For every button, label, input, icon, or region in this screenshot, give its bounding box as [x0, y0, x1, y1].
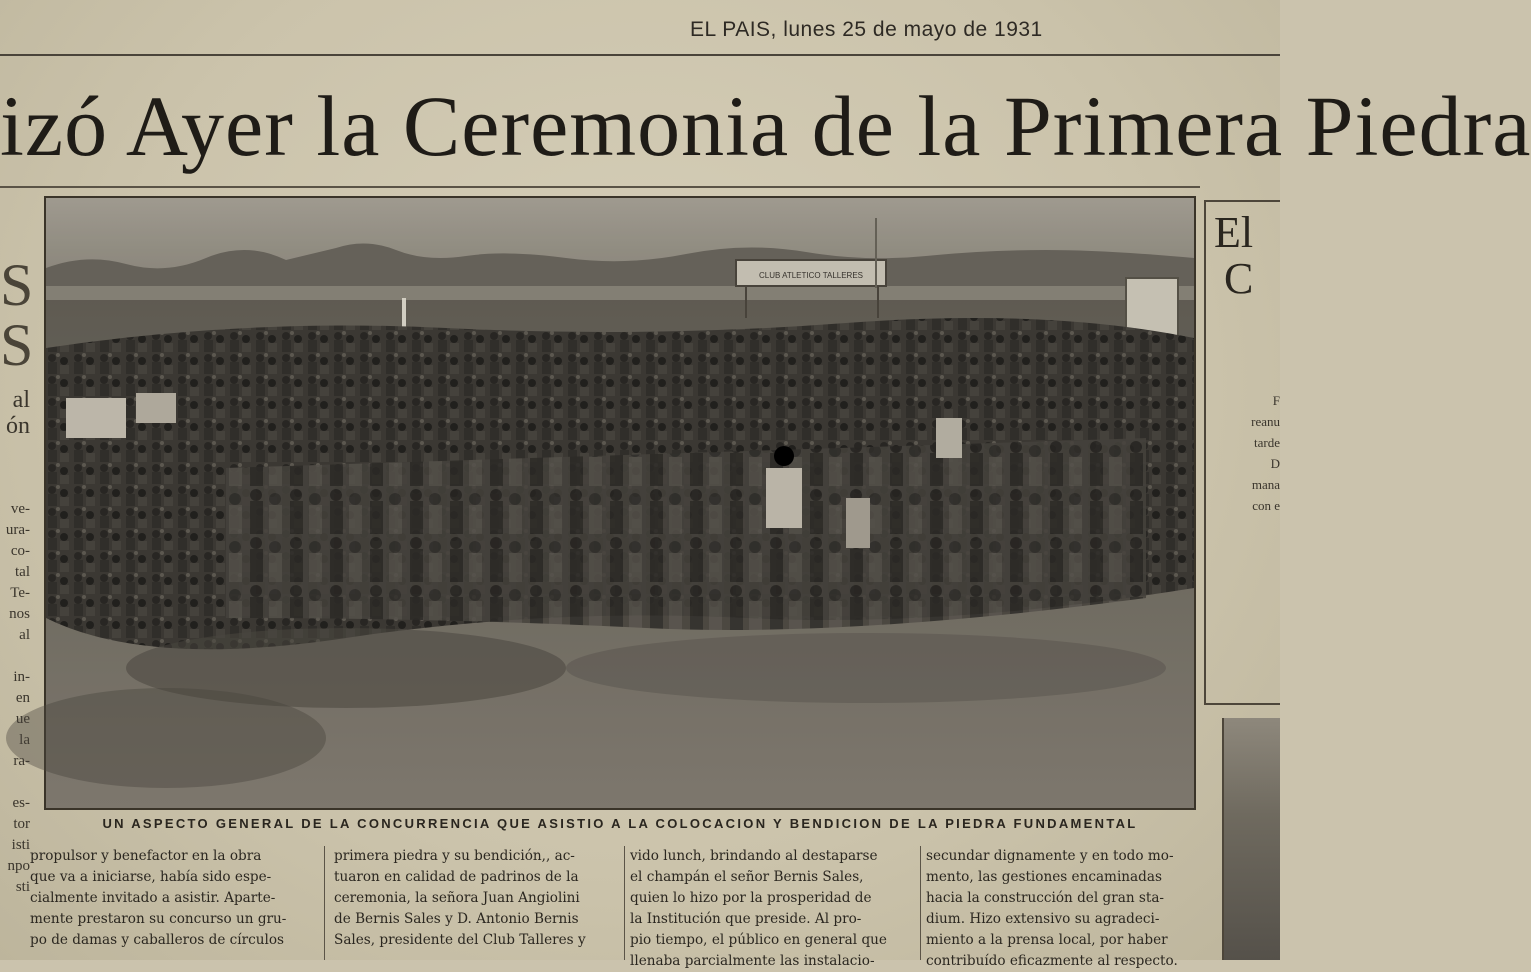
body-text-line: Sales, presidente del Club Talleres y	[334, 932, 586, 948]
body-text-line: dium. Hizo extensivo su agradeci-	[926, 911, 1160, 927]
body-column-4	[926, 846, 1214, 969]
left-text-fragment: ura-	[5, 522, 30, 538]
left-subhead-fragment: ón	[6, 413, 30, 439]
body-text-line: tuaron en calidad de padrinos de la	[334, 869, 579, 885]
body-text-line: mente prestaron su concurso un gru-	[30, 911, 287, 927]
left-text-fragment: tor	[13, 816, 30, 832]
left-text-fragment: tal	[15, 564, 30, 580]
body-text-line: propulsor y benefactor en la obra	[30, 848, 262, 864]
right-text-fragment: con e	[1252, 498, 1280, 513]
right-text-fragment: reanu	[1251, 414, 1280, 429]
body-column-1	[30, 846, 318, 960]
body-text-line: po de damas y caballeros de círculos	[30, 932, 285, 948]
headline	[0, 66, 1531, 186]
body-text-line: vido lunch, brindando al destaparse	[630, 848, 878, 864]
body-text-line: contribuído eficazmente al respecto.	[926, 953, 1178, 969]
body-text-line: quien lo hizo por la prosperidad de	[630, 890, 872, 906]
body-text-line: de Bernis Sales y D. Antonio Bernis	[334, 911, 579, 927]
headline-text: izó Ayer la Ceremonia de la Primera Piedra	[0, 78, 1531, 174]
photo-sign-text: CLUB ATLETICO TALLERES	[758, 271, 864, 280]
left-text-fragment: sti	[15, 879, 30, 895]
body-text-line: el champán el señor Bernis Sales,	[630, 869, 864, 885]
left-text-fragment	[0, 772, 32, 793]
body-text-line: hacia la construcción del gran sta-	[926, 890, 1165, 906]
left-big-letter: S	[0, 312, 34, 378]
right-text-fragment: mana	[1251, 477, 1280, 492]
body-column-2	[334, 846, 620, 960]
body-column-3	[630, 846, 916, 969]
right-headline-fragment: C	[1224, 254, 1254, 303]
left-text-fragment: co-	[10, 543, 30, 559]
body-text-line: llenaba parcialmente las instalacio-	[630, 953, 875, 969]
left-big-letter: S	[0, 252, 34, 318]
body-text-line: pio tiempo, el público en general que	[630, 932, 887, 948]
left-subhead-fragment: al	[12, 387, 30, 413]
left-text-fragment: isti	[11, 837, 30, 853]
left-text-fragment: es-	[12, 795, 30, 811]
masthead: EL PAIS, lunes 25 de mayo de 1931	[690, 18, 1043, 41]
left-text-fragment: ra-	[13, 753, 30, 769]
right-headline-fragment: El	[1214, 208, 1254, 257]
crowd-photo	[44, 196, 1196, 810]
right-text-fragment: D	[1270, 456, 1280, 471]
left-text-fragment: ue	[15, 711, 30, 727]
left-text-fragment: ve-	[10, 501, 30, 517]
left-text-fragment	[0, 646, 32, 667]
column-separator	[324, 846, 325, 960]
left-text-fragment: Te-	[10, 585, 30, 601]
right-article-box	[1204, 200, 1280, 705]
body-text-line: mento, las gestiones encaminadas	[926, 869, 1162, 885]
body-text-line: cialmente invitado a asistir. Aparte-	[30, 890, 276, 906]
left-text-fragment: al	[19, 627, 30, 643]
left-text-fragment: nos	[9, 606, 30, 622]
column-separator	[624, 846, 625, 960]
body-text-line: ceremonia, la señora Juan Angiolini	[334, 890, 580, 906]
left-text-fragment: in-	[13, 669, 30, 685]
crowd-photo-illustration	[46, 198, 1194, 808]
body-text-line: la Institución que preside. Al pro-	[630, 911, 862, 927]
headline-rule	[0, 186, 1200, 188]
left-text-fragment: la	[19, 732, 30, 748]
left-text-fragment: en	[15, 690, 30, 706]
body-text-line: primera piedra y su bendición,, ac-	[334, 848, 575, 864]
right-photo-fragment	[1222, 718, 1280, 960]
body-text-line: que va a iniciarse, había sido espe-	[30, 869, 272, 885]
right-text-fragment: F	[1272, 393, 1280, 408]
right-text-fragment: tarde	[1254, 435, 1280, 450]
body-text-line: miento a la prensa local, por haber	[926, 932, 1168, 948]
photo-caption: UN ASPECTO GENERAL DE LA CONCURRENCIA QUE ASISTIO A LA COLOCACION Y BENDICION DE LA PIEDRA FUNDAMENTAL	[102, 816, 1138, 831]
left-text-fragment: npo	[7, 858, 30, 874]
column-separator	[920, 846, 921, 960]
left-column-bottom-fragment	[0, 846, 22, 960]
top-rule	[0, 54, 1280, 56]
body-text-line: secundar dignamente y en todo mo-	[926, 848, 1174, 864]
